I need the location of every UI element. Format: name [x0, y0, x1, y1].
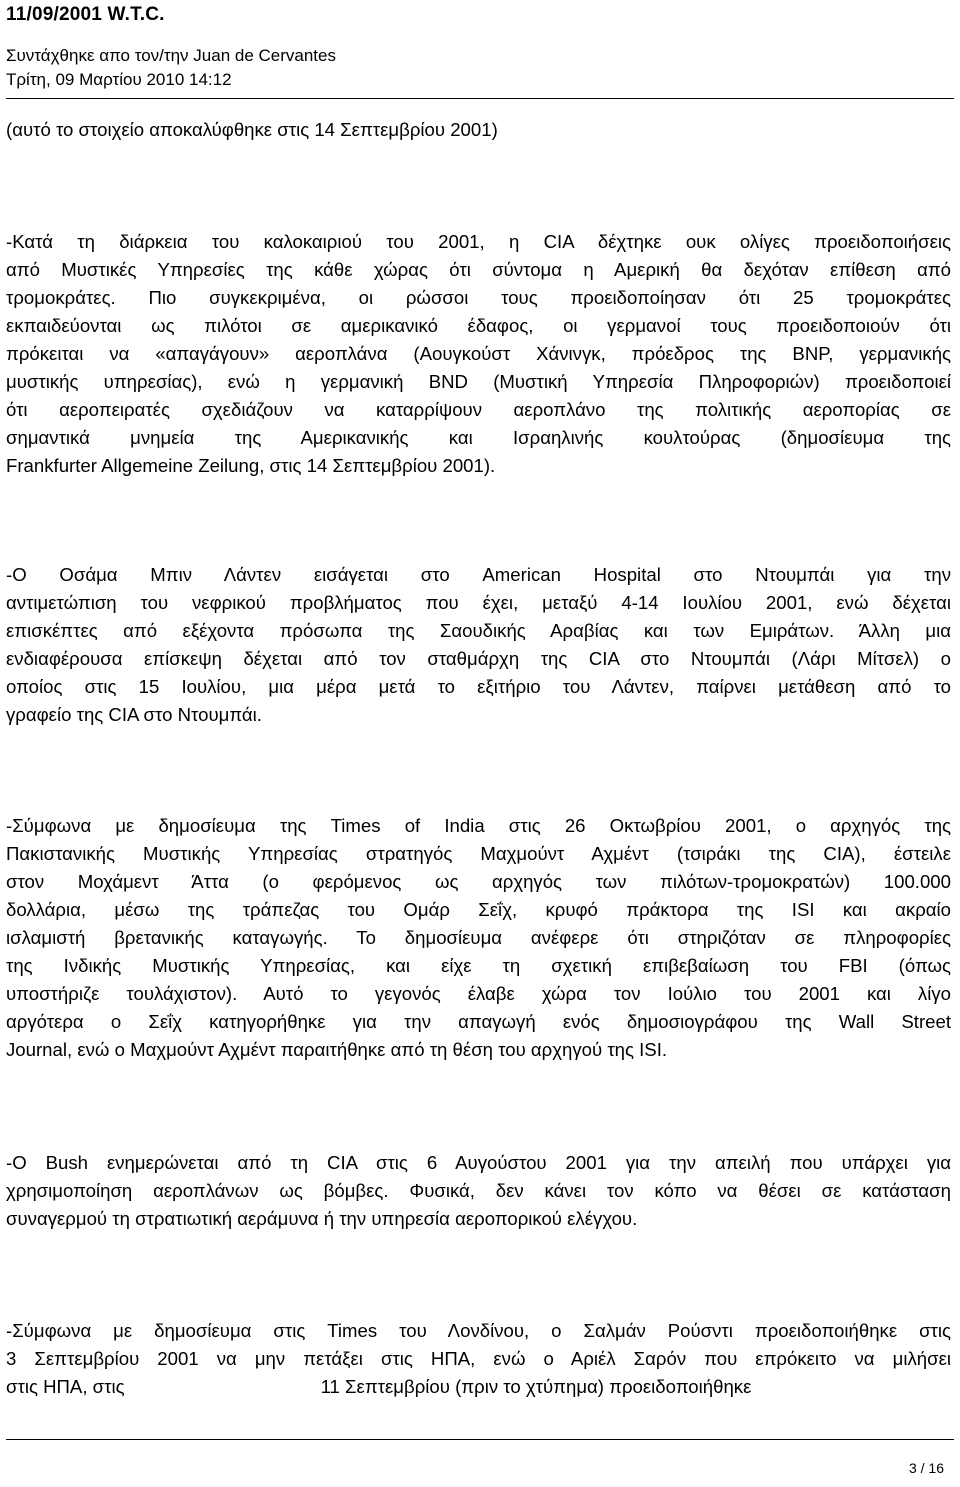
text-line: αργότερα ο Σεΐχ κατηγορήθηκε για την απαγωγή ενός δημοσιογράφου της Wall Street [6, 1011, 951, 1032]
text-line: 3 Σεπτεμβρίου 2001 να μην πετάξει στις ΗΠΑ, ενώ ο Αριέλ Σαρόν που επρόκειτο να μιλήσει [6, 1348, 951, 1369]
intro-line: (αυτό το στοιχείο αποκαλύφθηκε στις 14 Σεπτεμβρίου 2001) [6, 119, 498, 140]
footer-divider [6, 1439, 954, 1440]
text-line: ότι αεροπειρατές σχεδιάζουν να καταρρίψουν αεροπλάνο της πολιτικής αεροπορίας σε [6, 399, 951, 420]
paragraph-times-of-india [6, 812, 951, 1064]
text-line: πρόκειται να «απαγάγουν» αεροπλάνα (Αουγκούστ Χάνινγκ, πρόεδρος της BNP, γερμανικής [6, 343, 951, 364]
text-line: στον Μοχάμεντ Άττα (ο φερόμενος ως αρχηγός των πιλότων-τρομοκρατών) 100.000 [6, 871, 951, 892]
paragraph-bin-laden-hospital [6, 561, 951, 729]
paragraph-cia-warnings [6, 228, 951, 480]
text-line: μυστικής υπηρεσίας), ενώ η γερμανική BND (Μυστική Υπηρεσία Πληροφοριών) προειδοποιεί [6, 371, 951, 392]
paragraph-bush-briefing [6, 1149, 951, 1233]
text-line: εκπαιδεύονται ως πιλότοι σε αμερικανικό έδαφος, οι γερμανοί τους προειδοποιούν ότι [6, 315, 951, 336]
text-line: από Μυστικές Υπηρεσίες της κάθε χώρας ότι σύντομα η Αμερική θα δεχόταν επίθεση από [6, 259, 951, 280]
intro-note [6, 116, 951, 144]
text-line: δολλάρια, μέσω της τράπεζας του Ομάρ Σεΐχ, κρυφό πράκτορα της ISI και ακραίο [6, 899, 951, 920]
text-line: -Σύμφωνα με δημοσίευμα της Times of India στις 26 Οκτωβρίου 2001, ο αρχηγός της [6, 815, 951, 836]
text-line: οποίος στις 15 Ιουλίου, μια μέρα μετά το εξιτήριο του Λάντεν, παίρνει μετάθεση από το [6, 676, 951, 697]
author-line: Συντάχθηκε απο τον/την Juan de Cervantes [6, 46, 336, 65]
paragraph-times-london [6, 1317, 951, 1401]
text-line: -Κατά τη διάρκεια του καλοκαιριού του 2001, η CIA δέχτηκε ουκ ολίγες προειδοποιήσεις [6, 231, 951, 252]
text-line: ισλαμιστή βρετανικής καταγωγής. Το δημοσίευμα ανέφερε ότι στηριζόταν σε πληροφορίες [6, 927, 951, 948]
text-line: Πακιστανικής Μυστικής Υπηρεσίας στρατηγός Μαχμούντ Αχμέντ (τσιράκι της CIA), έστειλε [6, 843, 951, 864]
split-line-right: 11 Σεπτεμβρίου (πριν το χτύπημα) προειδοποιήθηκε [320, 1376, 752, 1397]
text-line: Frankfurter Allgemeine Zeilung, στις 14 Σεπτεμβρίου 2001). [6, 455, 496, 476]
text-line: σημαντικά μνημεία της Αμερικανικής και Ισραηλινής κουλτούρας (δημοσίευμα της [6, 427, 951, 448]
header-divider [6, 98, 954, 99]
text-line: υποστήριζε τουλάχιστον). Αυτό το γεγονός έλαβε χώρα τον Ιούλιο του 2001 και λίγο [6, 983, 951, 1004]
text-line: συναγερμού τη στρατιωτική αεράμυνα ή την υπηρεσία αεροπορικού ελέγχου. [6, 1208, 638, 1229]
text-line: -Σύμφωνα με δημοσίευμα στις Times του Λονδίνου, ο Σαλμάν Ρούσντι προειδοποιήθηκε στις [6, 1320, 951, 1341]
text-line: αντιμετώπιση του νεφρικού προβλήματος που έχει, μεταξύ 4-14 Ιουλίου 2001, ενώ δέχεται [6, 592, 951, 613]
split-line-left: στις ΗΠΑ, στις [6, 1376, 125, 1397]
text-line: της Ινδικής Μυστικής Υπηρεσίας, και είχε τη σχετική επιβεβαίωση του FBI (όπως [6, 955, 951, 976]
page-indicator: 3 / 16 [908, 1460, 944, 1476]
text-line: γραφείο της CIA στο Ντουμπάι. [6, 704, 262, 725]
text-line: χρησιμοποίηση αεροπλάνων ως βόμβες. Φυσικά, δεν κάνει τον κόπο να θέσει σε κατάσταση [6, 1180, 951, 1201]
text-line: -Ο Οσάμα Μπιν Λάντεν εισάγεται στο American Hospital στο Ντουμπάι για την [6, 564, 951, 585]
text-line: επισκέπτες από εξέχοντα πρόσωπα της Σαουδικής Αραβίας και των Εμιράτων. Άλλη μια [6, 620, 951, 641]
text-line: τρομοκράτες. Πιο συγκεκριμένα, οι ρώσσοι τους προειδοποίησαν ότι 25 τρομοκράτες [6, 287, 951, 308]
document-title: 11/09/2001 W.T.C. [6, 4, 165, 25]
date-line: Τρίτη, 09 Μαρτίου 2010 14:12 [6, 70, 232, 89]
text-line-split [6, 1373, 951, 1401]
text-line: -Ο Bush ενημερώνεται από τη CIA στις 6 Αυγούστου 2001 για την απειλή που υπάρχει για [6, 1152, 951, 1173]
text-line: Journal, ενώ ο Μαχμούντ Αχμέντ παραιτήθηκε από τη θέση του αρχηγού της ISI. [6, 1039, 668, 1060]
text-line: ενδιαφέρουσα επίσκεψη δέχεται από τον σταθμάρχη της CIA στο Ντουμπάι (Λάρι Μίτσελ) ο [6, 648, 951, 669]
